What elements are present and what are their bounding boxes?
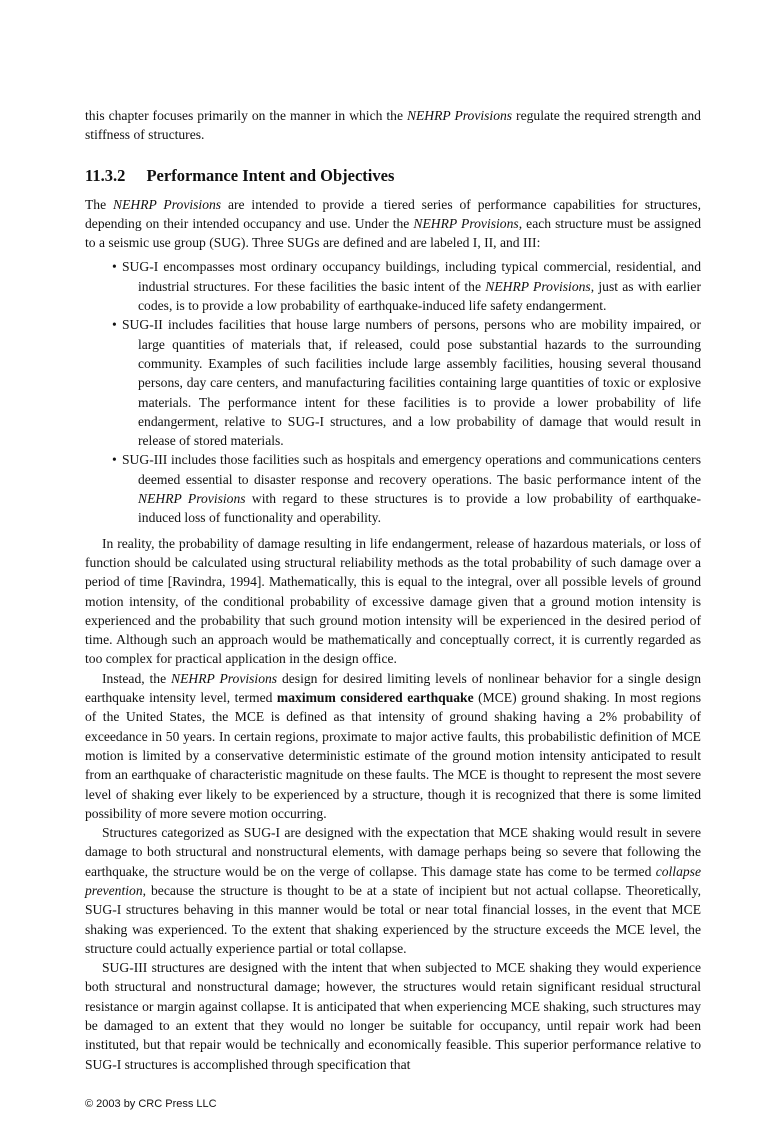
bullet-text-sug3: SUG-III includes those facilities such as hospitals and emergency operations and communications centers deemed essential to disaster response and recovery operations. The basic performance intent of the NEHRP Provisions with regard to these structures is to provide a low probability of earthquake-induced loss of functionality and operability.: [122, 452, 701, 526]
bullet-text-sug1: SUG-I encompasses most ordinary occupancy buildings, including typical commercial, residential, and industrial structures. For these facilities the basic intent of the NEHRP Provisions, just as with earlier codes, is to provide a low probability of earthquake-induced life safety endangerment.: [122, 259, 701, 314]
bullet-icon: •: [112, 452, 117, 468]
section-number: 11.3.2: [85, 165, 126, 185]
section-heading: [85, 166, 701, 186]
bullet-text-sug2: SUG-II includes facilities that house large numbers of persons, persons who are mobility impaired, or large quantities of materials that, if released, could pose substantial hazards to the surrounding community. Examples of such facilities include large assembly facilities, housing several thousand persons, day care centers, and manufacturing facilities containing large quantities of toxic or explosive materials. The performance intent for these facilities is to provide a lower probability of life endangerment, relative to SUG-I structures, and a low probability of damage that would result in release of stored materials.: [122, 317, 701, 449]
bullet-icon: •: [112, 259, 117, 275]
paragraph-intro: this chapter focuses primarily on the manner in which the NEHRP Provisions regulate the required strength and stiffness of structures.: [85, 108, 701, 143]
section-title: Performance Intent and Objectives: [146, 165, 395, 185]
bullet-item-sug3: [85, 450, 701, 527]
bullet-icon: •: [112, 317, 117, 333]
bullet-item-sug1: [85, 257, 701, 315]
bullet-item-sug2: [85, 315, 701, 450]
paragraph-lead: The NEHRP Provisions are intended to provide a tiered series of performance capabilities for structures, depending on their intended occupancy and use. Under the NEHRP Provisions, each structure must be assigned to a seismic use group (SUG). Three SUGs are defined and are labeled I, II, and III:: [85, 196, 701, 251]
paragraph-sug3-performance: SUG-III structures are designed with the intent that when subjected to MCE shaking they would experience both structural and nonstructural damage; however, the structures would retain significant residual structural resistance or margin against collapse. It is anticipated that when experiencing MCE shaking, such structures may be damaged to an extent that they would no longer be suitable for occupancy, until repair work had been instituted, but that repair would be technically and economically feasible. This superior performance relative to SUG-I structures is accomplished through specification that: [85, 960, 701, 1072]
copyright-footer: © 2003 by CRC Press LLC: [85, 1097, 217, 1110]
bullet-list: [85, 257, 701, 527]
paragraph-reliability: In reality, the probability of damage resulting in life endangerment, release of hazardous materials, or loss of function should be calculated using structural reliability methods as the total probability of such damage over a period of time [Ravindra, 1994]. Mathematically, this is equal to the integral, over all possible levels of ground motion intensity, of the conditional probability of excessive damage given that a ground motion intensity is experienced and the probability that such ground motion intensity will be experienced in the desired period of time. Although such an approach would be mathematically and conceptually correct, it is currently regarded as too complex for practical application in the design office.: [85, 535, 701, 667]
paragraph-sug1-performance: Structures categorized as SUG-I are designed with the expectation that MCE shaking would result in severe damage to both structural and nonstructural elements, with damage perhaps being so severe that following the earthquake, the structure would be on the verge of collapse. This damage state has come to be termed collapse prevention, because the structure is thought to be at a state of incipient but not actual collapse. Theoretically, SUG-I structures behaving in this manner would be total or near total financial losses, in the event that MCE shaking was experienced. To the extent that shaking experienced by the structure exceeds the MCE level, the structure could actually experience partial or total collapse.: [85, 825, 701, 956]
paragraph-mce: Instead, the NEHRP Provisions design for desired limiting levels of nonlinear behavior for a single design earthquake intensity level, termed maximum considered earthquake (MCE) ground shaking. In most regions of the United States, the MCE is defined as that intensity of ground shaking having a 2% probability of exceedance in 50 years. In certain regions, proximate to major active faults, this probabilistic definition of MCE motion is limited by a conservative deterministic estimate of the ground motion intensity anticipated to result from an earthquake of characteristic magnitude on these faults. The MCE is thought to represent the most severe level of shaking ever likely to be experienced by a structure, though it is recognized that there is some limited possibility of more severe motion occurring.: [85, 670, 701, 821]
